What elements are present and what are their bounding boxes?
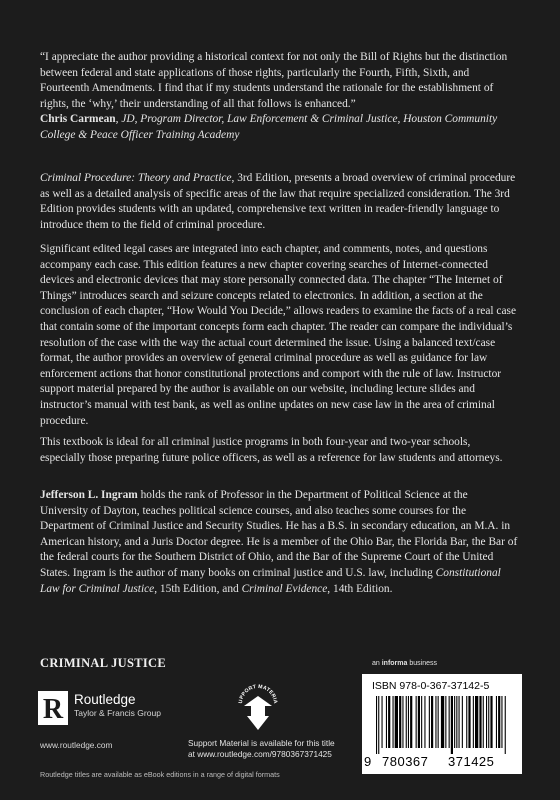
barcode-bar (399, 696, 401, 748)
description-paragraph-2: Significant edited legal cases are integrated into each chapter, and comments, notes, and questions accompany each case. This edition features a new chapter covering searches of Internet-connected devices and electronic devices that may store personally connected data. The chapter “The Internet of Things” introduces search and seizure concepts related to electronics. In addition, a section at the conclusion of each chapter, “How Would You Decide,” allows readers to examine the facts of a real case that contain some of the important concepts form each chapter. The reader can compare the individual’s resolution of the case with the way the actual court determined the issue. Using a balanced text/case format, the author provides an overview of general criminal procedure as well as guidance for law enforcement actions that honor constitutional protections and comport with the rule of law. Instructor support material prepared by the author is available on our website, including lecture slides and instructor’s manual with test bank, as well as online updates on new case law in the area of criminal procedure. (40, 243, 517, 427)
barcode-bar (418, 696, 420, 748)
barcode-bar (483, 696, 484, 748)
routledge-logo-letter: R (42, 694, 64, 725)
bio-text-2: , 15th Edition, and (154, 582, 242, 595)
barcode-bar (421, 696, 422, 748)
barcode-bar (376, 696, 377, 754)
barcode-bar (410, 696, 412, 748)
barcode-bar (486, 696, 487, 748)
barcode-bar (388, 696, 390, 748)
barcode-bar (393, 696, 394, 748)
barcode-bars (372, 696, 512, 754)
quote-text: “I appreciate the author providing a historical context for not only the Bill of Rights but the distinction between federal and state applications of those rights, particularly the Fourth, Fifth, Sixth, and Fourteenth Amendments. I find that if my students understand the rationale for the establishment of rights, the ‘why,’ their understanding of all that follows is enhanced.” (40, 51, 508, 110)
informa-suffix: business (407, 660, 437, 667)
barcode-bar (479, 696, 481, 748)
quote-author-name: Chris Carmean (40, 113, 116, 126)
barcode-group-2: 371425 (448, 754, 495, 769)
barcode-bar (386, 696, 387, 748)
publisher-group: Taylor & Francis Group (74, 708, 161, 718)
bio-book-1: Constitutional Law for Criminal Justice (40, 566, 501, 595)
barcode-bar (496, 696, 497, 748)
ebook-note: Routledge titles are available as eBook editions in a range of digital formats (40, 770, 280, 779)
barcode-bar (451, 696, 453, 754)
barcode-bar (416, 696, 417, 748)
barcode-bar (406, 696, 407, 748)
informa-business (372, 660, 437, 667)
barcode-bar (424, 696, 425, 748)
barcode-bar (438, 696, 439, 748)
description-paragraph-1 (40, 171, 518, 233)
barcode (362, 674, 522, 774)
barcode-bar (402, 696, 403, 748)
barcode-bar (466, 696, 467, 748)
description-paragraph-3: This textbook is ideal for all criminal justice programs in both four-year and two-year schools, especially those preparing future police officers, as well as a reference for law students and attorneys. (40, 436, 503, 464)
barcode-bar (462, 696, 463, 748)
barcode-bar (498, 696, 500, 748)
support-material-icon (238, 684, 278, 732)
barcode-bar (431, 696, 433, 748)
barcode-bar (445, 696, 446, 748)
support-material-text: Support Material is available for this title at www.routledge.com/9780367371425 (188, 738, 335, 759)
barcode-group-1: 780367 (382, 754, 429, 769)
barcode-bar (473, 696, 474, 748)
bio-book-2: Criminal Evidence (241, 582, 328, 595)
subject-category: CRIMINAL JUSTICE (40, 656, 167, 670)
barcode-bar (468, 696, 470, 748)
barcode-bar (454, 696, 455, 748)
barcode-bar (505, 696, 506, 754)
barcode-bar (408, 696, 409, 748)
barcode-bar (435, 696, 436, 748)
quote-author-title: , JD, Program Director, Law Enforcement & Criminal Justice, Houston Community College & Peace Officer Training Academy (40, 113, 498, 141)
barcode-bar (441, 696, 444, 748)
publisher-logo (38, 690, 168, 730)
barcode-bar (449, 696, 450, 748)
publisher-website: www.routledge.com (40, 740, 113, 750)
barcode-bar (429, 696, 430, 748)
barcode-bar (501, 696, 502, 748)
barcode-bar (459, 696, 460, 748)
barcode-first-digit: 9 (364, 754, 372, 769)
informa-word: informa (381, 660, 408, 667)
informa-prefix: an (372, 660, 382, 667)
author-bio (40, 488, 518, 597)
barcode-bar (378, 696, 379, 754)
publisher-name: Routledge (74, 692, 136, 707)
barcode-bar (490, 696, 492, 748)
routledge-logo-icon (38, 691, 68, 725)
author-name: Jefferson L. Ingram (40, 489, 138, 501)
description-p1-text: , 3rd Edition, presents a broad overview of criminal procedure as well as a detailed analysis of specific areas of the law that require specialized consideration. The 3rd Edition provides students with an updated, comprehensive text written in reader-friendly language to introduce them to the field of criminal procedure. (40, 172, 516, 231)
endorsement-quote (40, 50, 518, 144)
barcode-bar (475, 696, 478, 748)
isbn-label: ISBN 978-0-367-37142-5 (372, 680, 490, 692)
barcode-bar (488, 696, 489, 748)
support-icon-label: UPPORT MATERIA (238, 684, 278, 705)
barcode-bar (382, 696, 383, 748)
bio-text-1: holds the rank of Professor in the Department of Political Science at the University of Dayton, teaches political science courses, and also teaches some courses for the Department of Criminal Justice and Security Studies. He has a B.S. in secondary education, an M.A. in American history, and a Juris Doctor degree. He is a member of the Ohio Bar, the Florida Bar, the Bar of the federal courts for the Southern District of Ohio, and the Bar of the Supreme Court of the United States. Ingram is the author of many books on criminal justice and U.S. law, including (40, 489, 518, 579)
barcode-bar (456, 696, 457, 748)
bio-text-3: , 14th Edition. (327, 582, 393, 595)
book-title: Criminal Procedure: Theory and Practice (40, 172, 232, 184)
barcode-bar (395, 696, 398, 748)
